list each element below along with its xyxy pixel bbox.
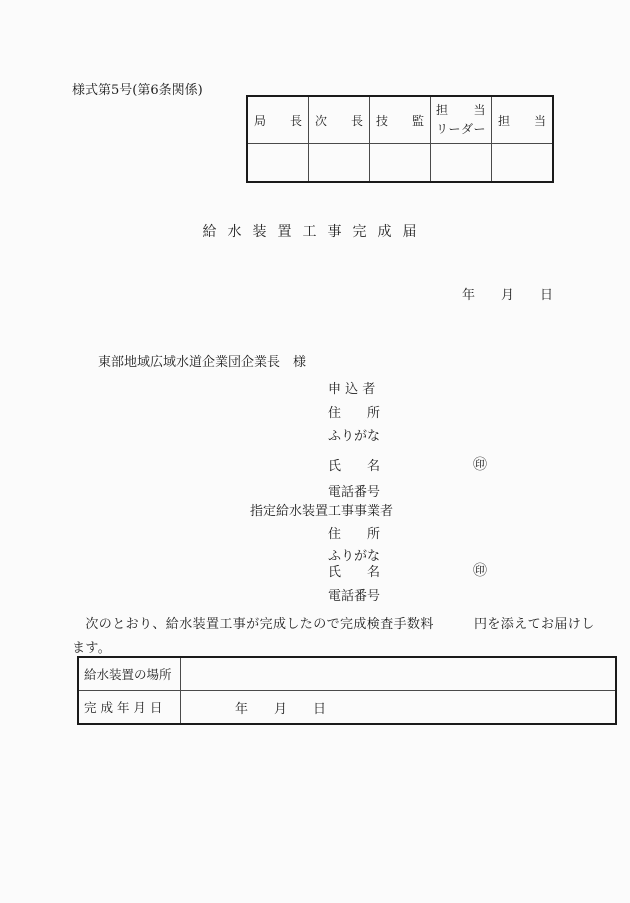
approval-stamp-cell-deputy-chief bbox=[309, 144, 370, 183]
completion-date-value-cell: 年 月 日 bbox=[181, 691, 617, 725]
approval-col-lead-staff-line2: リーダー bbox=[435, 122, 486, 136]
approval-stamp-cell-lead-staff bbox=[431, 144, 492, 183]
supply-location-label: 給水装置の場所 bbox=[78, 657, 181, 691]
approval-col-lead-staff bbox=[431, 96, 492, 144]
applicant-seal-mark-icon: ㊞ bbox=[473, 457, 487, 473]
approval-stamp-row bbox=[247, 144, 553, 183]
submission-date-line: 年 月 日 bbox=[461, 288, 553, 303]
approval-col-deputy-chief: 次 長 bbox=[309, 96, 370, 144]
applicant-furigana-label: ふりがな bbox=[328, 429, 381, 444]
contractor-heading: 指定給水装置工事事業者 bbox=[250, 504, 394, 519]
approval-stamp-cell-staff bbox=[492, 144, 554, 183]
contractor-name-label: 氏 名 bbox=[328, 565, 381, 580]
detail-table bbox=[77, 656, 617, 725]
form-number: 様式第5号(第6条関係) bbox=[72, 83, 203, 98]
approval-col-bureau-chief: 局 長 bbox=[247, 96, 309, 144]
approval-stamp-cell-bureau-chief bbox=[247, 144, 309, 183]
approval-col-lead-staff-line1: 担 当 bbox=[435, 103, 486, 118]
addressee-line: 東部地域広域水道企業団企業長 様 bbox=[98, 355, 307, 370]
approval-col-staff: 担 当 bbox=[492, 96, 554, 144]
approval-header-row bbox=[247, 96, 553, 144]
document-title: 給水装置工事完成届 bbox=[202, 224, 428, 240]
completion-date-label: 完 成 年 月 日 bbox=[78, 691, 181, 725]
applicant-heading: 申 込 者 bbox=[328, 382, 376, 397]
approval-col-technical-supervisor: 技 監 bbox=[370, 96, 431, 144]
supply-location-row bbox=[78, 657, 616, 691]
applicant-address-label: 住 所 bbox=[328, 406, 381, 421]
body-text-line2: ます。 bbox=[72, 641, 112, 656]
contractor-furigana-label: ふりがな bbox=[328, 549, 381, 564]
applicant-phone-label: 電話番号 bbox=[328, 485, 381, 500]
contractor-phone-label: 電話番号 bbox=[328, 589, 381, 604]
contractor-address-label: 住 所 bbox=[328, 527, 381, 542]
approval-stamp-cell-technical-supervisor bbox=[370, 144, 431, 183]
supply-location-value-cell bbox=[181, 657, 617, 691]
contractor-seal-mark-icon: ㊞ bbox=[473, 563, 487, 579]
applicant-name-label: 氏 名 bbox=[328, 459, 381, 474]
completion-date-row bbox=[78, 691, 616, 725]
approval-stamp-table bbox=[246, 95, 554, 183]
body-text-line1: 次のとおり、給水装置工事が完成したので完成検査手数料 円を添えてお届けし bbox=[72, 617, 595, 632]
